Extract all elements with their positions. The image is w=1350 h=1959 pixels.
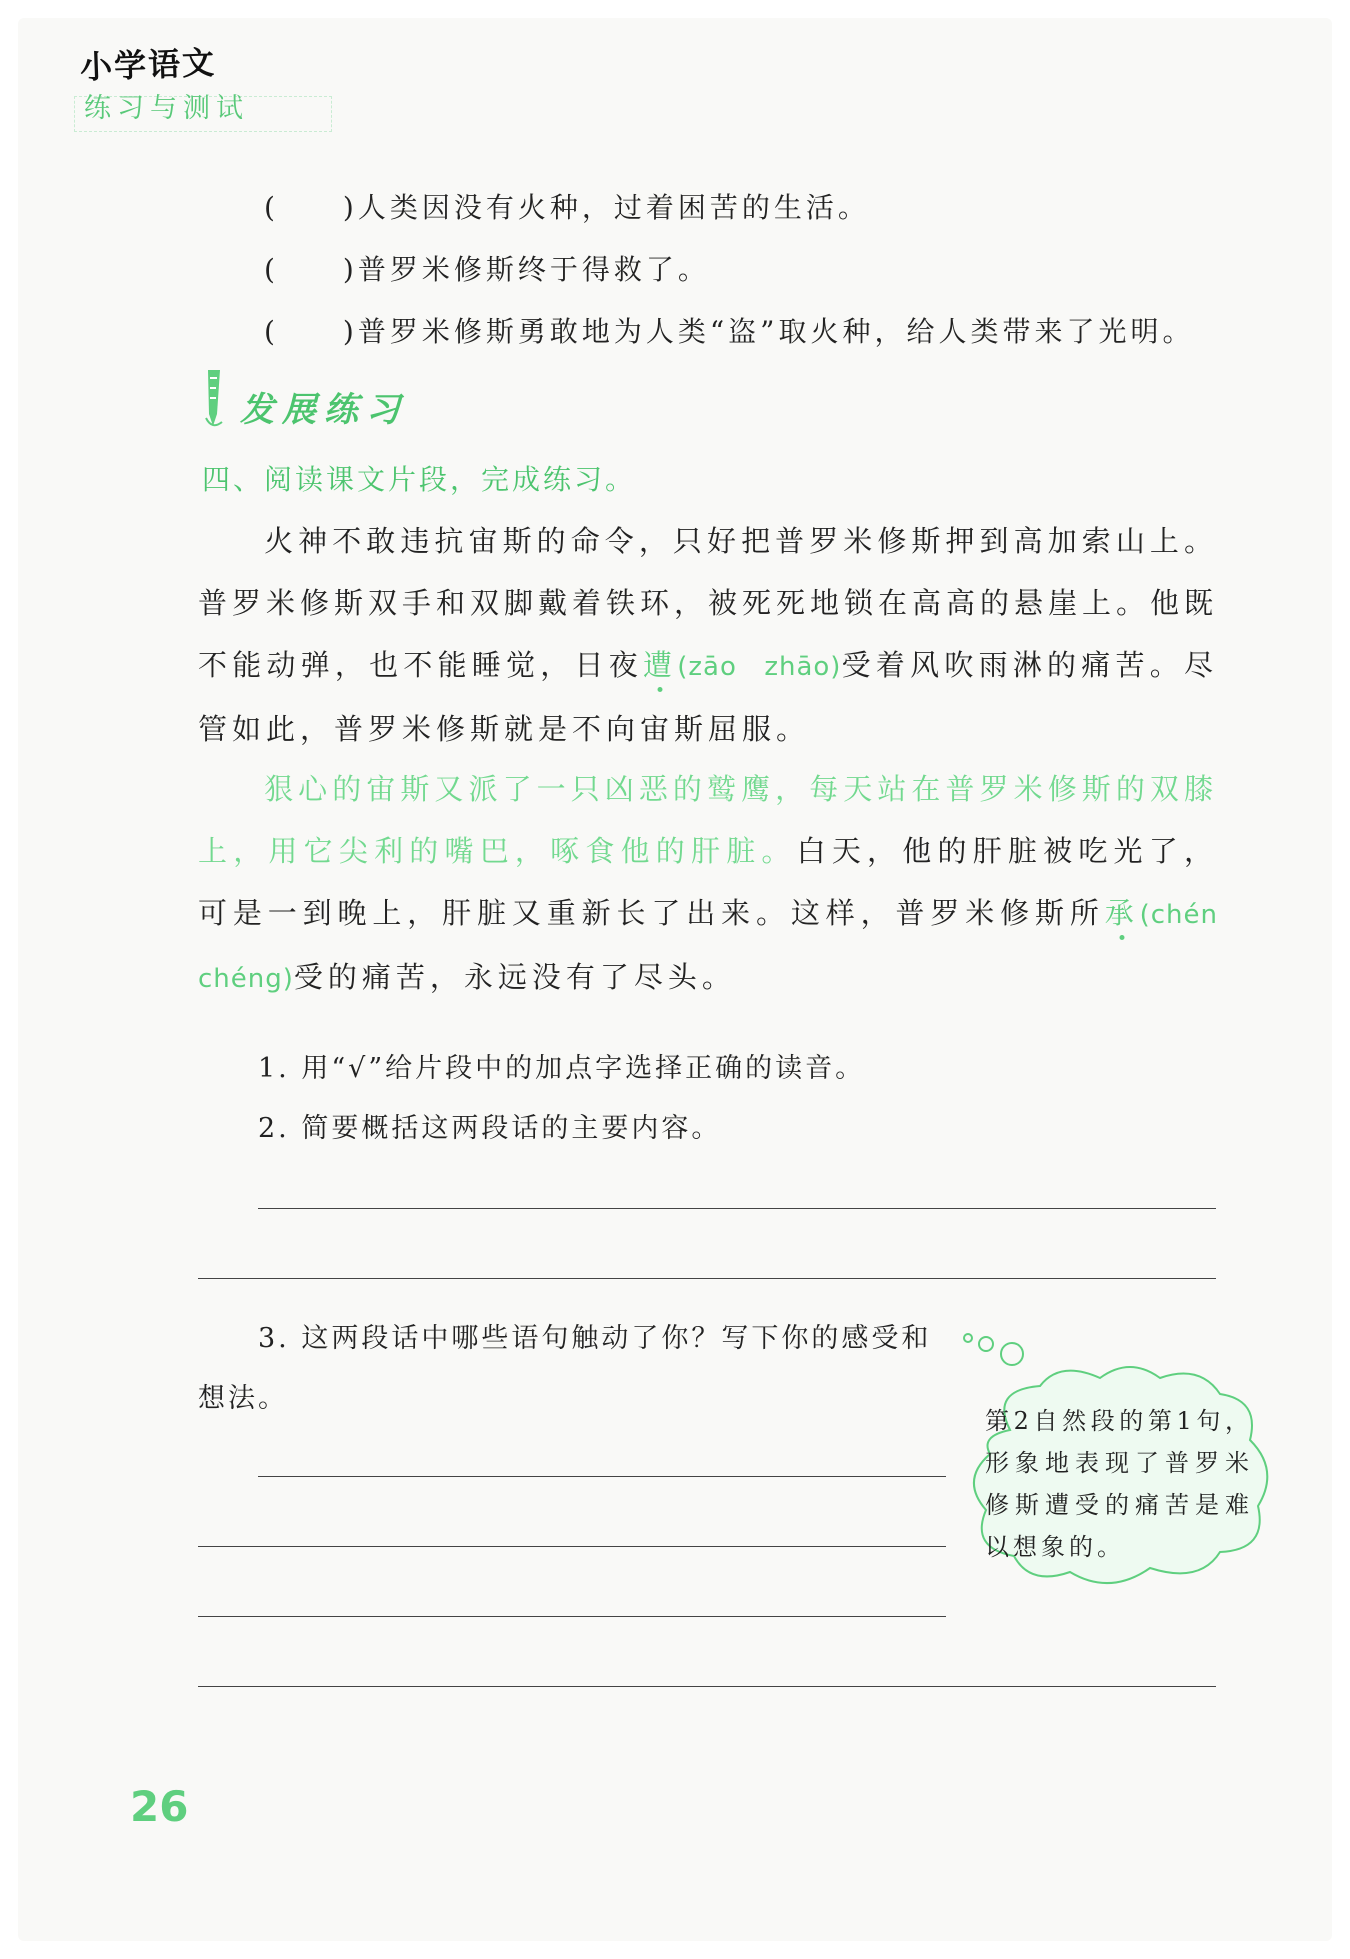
pencil-icon [200,368,226,432]
dotted-char: 承 [1104,896,1140,930]
answer-parens[interactable]: ( ) [264,191,358,224]
book-subtitle: 练习与测试 [84,93,249,124]
pinyin-options[interactable]: (chén chéng) [198,900,1245,994]
ordering-text: 普罗米修斯勇敢地为人类“盗”取火种，给人类带来了光明。 [357,315,1195,348]
passage-paragraph-1: 火神不敢违抗宙斯的命令，只好把普罗米修斯押到高加索山上。普罗米修斯双手和双脚戴着铁环，被死死地锁在高高的悬崖上。他既不能动弹，也不能睡觉，日夜遭(zāo zhāo)受着风吹雨淋的痛苦。尽管如此，普罗米修斯就是不向宙斯屈服。 [198,524,1219,746]
pinyin-options[interactable]: (zāo zhāo) [677,652,842,682]
answer-line[interactable] [258,1208,1216,1209]
dotted-char: 遭 [643,648,678,682]
tip-text: 第2自然段的第1句，形象地表现了普罗米修斯遭受的痛苦是难以想象的。 [985,1407,1253,1561]
passage-paragraph-2: 狠心的宙斯又派了一只凶恶的鹫鹰，每天站在普罗米修斯的双膝上，用它尖利的嘴巴，啄食他的肝脏。白天，他的肝脏被吃光了，可是一到晚上，肝脏又重新长了出来。这样，普罗米修斯所承(chén chéng)受的痛苦，永远没有了尽头。 [198,772,1245,994]
ordering-item-2 [264,248,710,288]
ordering-text: 普罗米修斯终于得救了。 [357,253,710,286]
ordering-item-1 [264,186,870,226]
section-title: 发展练习 [240,390,408,430]
page-number: 26 [130,1782,189,1831]
ordering-item-3 [264,310,1195,350]
question-3: 3. 这两段话中哪些语句触动了你？写下你的感受和 [258,1323,932,1354]
answer-line[interactable] [198,1278,1216,1279]
answer-line[interactable] [198,1546,946,1547]
answer-line[interactable] [198,1686,1216,1687]
book-title: 小学语文 [79,43,217,87]
answer-parens[interactable]: ( ) [264,315,358,348]
answer-line[interactable] [258,1476,946,1477]
question-heading: 四、阅读课文片段，完成练习。 [202,463,637,496]
question-2: 2. 简要概括这两段话的主要内容。 [258,1113,722,1144]
answer-line[interactable] [198,1616,946,1617]
ordering-text: 人类因没有火种，过着困苦的生活。 [357,191,870,224]
question-3-cont: 想法。 [198,1383,288,1414]
highlighted-sentence: 狠心的宙斯又派了一只凶恶的鹫鹰，每天站在普罗米修斯的双膝上，用它尖利的嘴巴，啄食他的肝脏。 [198,772,1218,868]
answer-parens[interactable]: ( ) [264,253,358,286]
question-1: 1. 用“√”给片段中的加点字选择正确的读音。 [258,1053,866,1084]
